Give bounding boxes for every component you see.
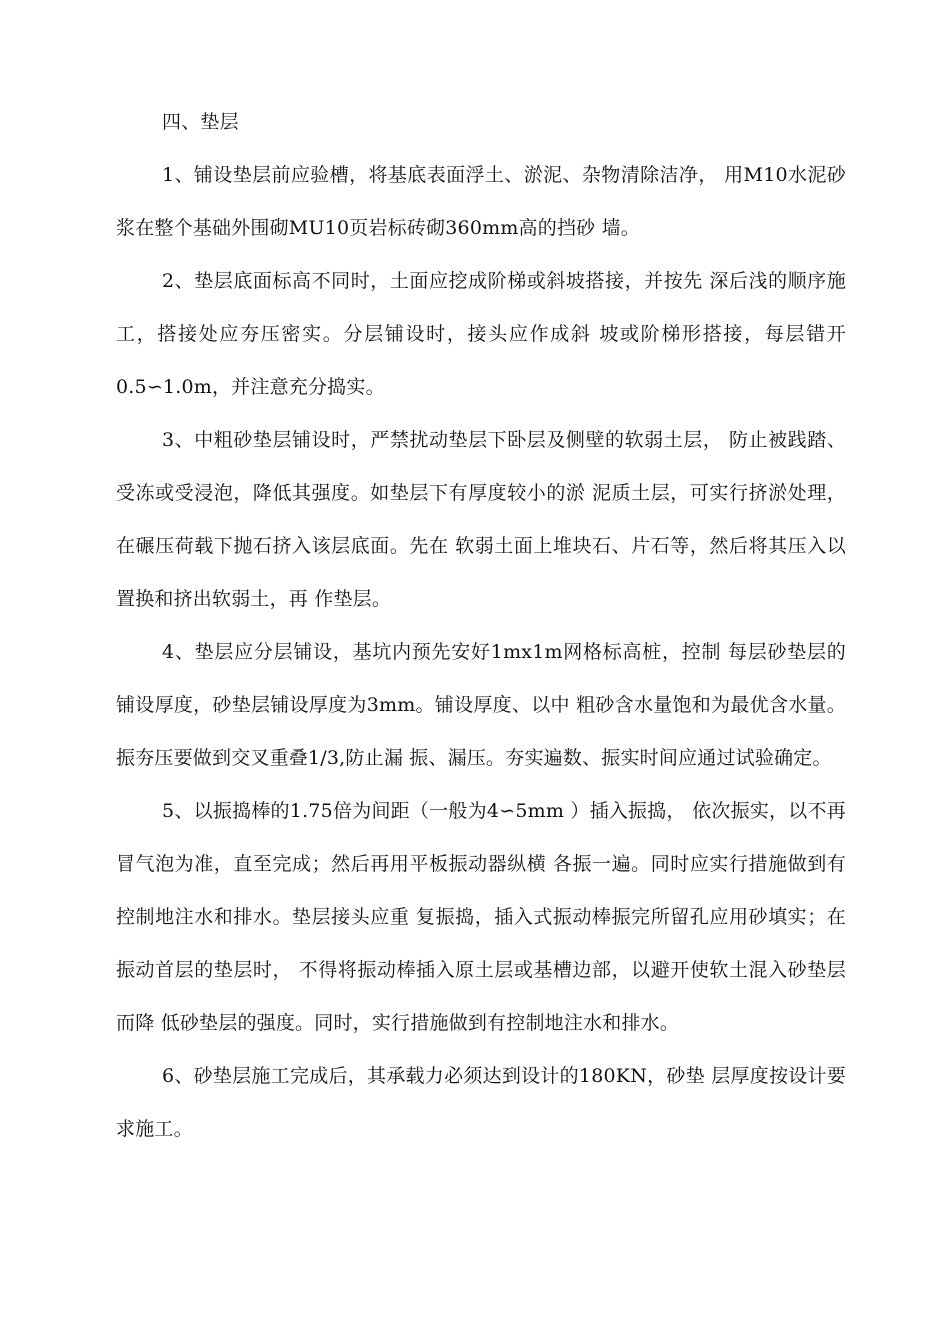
document-body	[116, 96, 846, 1156]
paragraph-5: 5、以振捣棒的1.75倍为间距（一般为4∽5mm ）插入振捣， 依次振实，以不再冒气泡为准，直至完成；然后再用平板振动器纵横 各振一遍。同时应实行措施做到有控制地注水和排水。垫层接头应重 复振捣，插入式振动棒振完所留孔应用砂填实；在振动首层的垫层时， 不得将振动棒插入原土层或基槽边部，以避开使软土混入砂垫层而降 低砂垫层的强度。同时，实行措施做到有控制地注水和排水。	[116, 800, 846, 1034]
paragraph-4: 4、垫层应分层铺设，基坑内预先安好1mx1m网格标高桩，控制 每层砂垫层的铺设厚度，砂垫层铺设厚度为3mm。铺设厚度、以中 粗砂含水量饱和为最优含水量。振夯压要做到交叉重叠1/3,防止漏 振、漏压。夯实遍数、振实时间应通过试验确定。	[116, 641, 846, 769]
paragraph-1: 1、铺设垫层前应验槽，将基底表面浮土、淤泥、杂物清除洁净， 用M10水泥砂浆在整个基础外围砌MU10页岩标砖砌360mm高的挡砂 墙。	[116, 164, 846, 239]
paragraph-2: 2、垫层底面标高不同时，土面应挖成阶梯或斜坡搭接，并按先 深后浅的顺序施工，搭接处应夯压密实。分层铺设时，接头应作成斜 坡或阶梯形搭接，每层错开0.5∽1.0m，并注意充分捣实。	[116, 270, 846, 398]
paragraph-3: 3、中粗砂垫层铺设时，严禁扰动垫层下卧层及侧壁的软弱土层， 防止被践踏、受冻或受浸泡，降低其强度。如垫层下有厚度较小的淤 泥质土层，可实行挤淤处理，在碾压荷载下抛石挤入该层底面。先在 软弱土面上堆块石、片石等，然后将其压入以置换和挤出软弱土，再 作垫层。	[116, 429, 846, 610]
section-heading: 四、垫层	[162, 111, 239, 133]
paragraph-6: 6、砂垫层施工完成后，其承载力必须达到设计的180KN，砂垫 层厚度按设计要求施工。	[116, 1065, 846, 1140]
